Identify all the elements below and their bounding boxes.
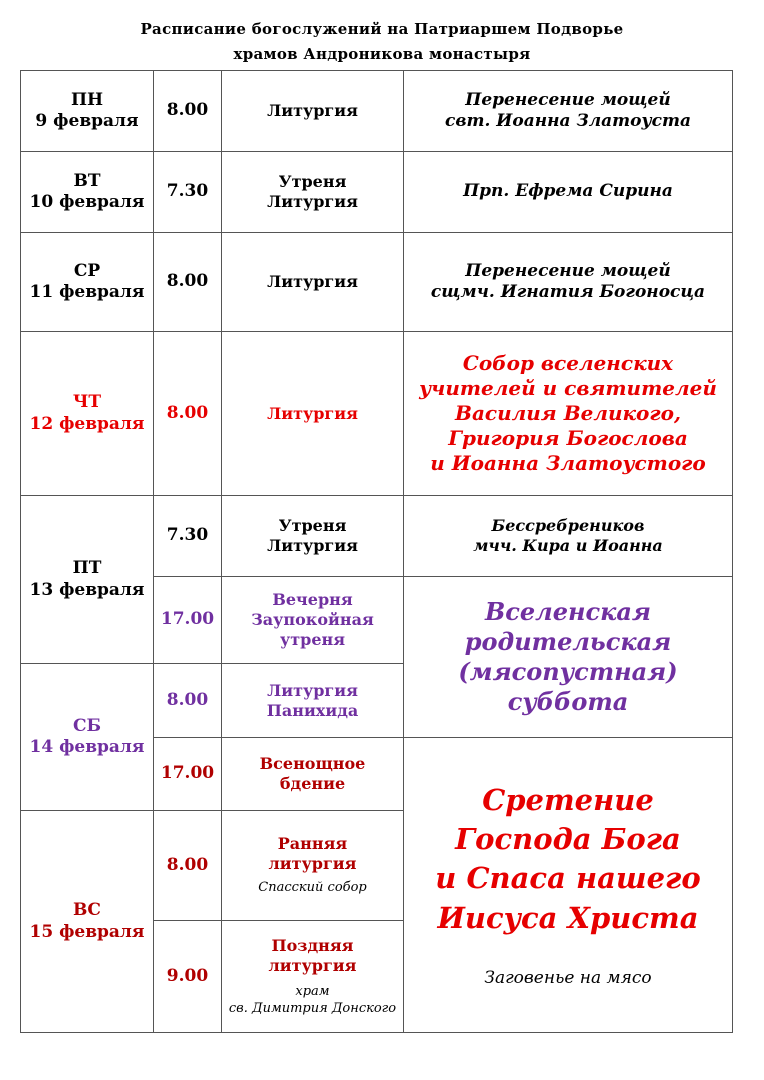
feast-line: суббота [507,687,629,716]
feast-cell [404,577,733,738]
service-cell [222,233,404,332]
feast-cell [404,332,733,496]
feast-line: Вселенская [484,597,651,626]
schedule-table [20,70,733,1033]
weekday: ВТ [73,170,101,191]
table-row [21,71,733,152]
day-cell [21,233,154,332]
service-name: литургия [268,854,357,874]
day-cell [21,152,154,233]
service-cell [222,496,404,577]
feast-cell [404,233,733,332]
service-name: Литургия [267,536,358,555]
feast-line: Перенесение мощей [465,260,671,281]
service-name: Утреня [278,172,347,191]
feast-line: Григория Богослова [448,426,688,450]
location-line: храм [295,984,330,1000]
feast-line: мчч. Кира и Иоанна [473,536,663,555]
feast-line: Прп. Ефрема Сирина [463,181,673,202]
feast-cell [404,496,733,577]
schedule-title-line2: храмов Андроникова монастыря [233,45,531,63]
day-cell [21,71,154,152]
date: 12 февраля [29,413,145,434]
time-cell: 8.00 [154,71,222,152]
service-name: Панихида [266,700,359,720]
feast-line: Василия Великого, [455,401,681,425]
service-cell [222,811,404,921]
time-cell: 7.30 [154,152,222,233]
day-cell [21,496,154,664]
feast-line: родительская [464,627,672,656]
feast-cell [404,738,733,1033]
time-cell: 7.30 [154,496,222,577]
service-cell [222,577,404,664]
date: 15 февраля [29,921,145,942]
feast-line: Перенесение мощей [465,89,671,110]
feast-line: учителей и святителей [419,376,717,400]
feast-line: свт. Иоанна Златоуста [444,111,692,131]
feast-line: сщмч. Игнатия Богоносца [430,282,706,302]
time-cell: 9.00 [154,921,222,1033]
service-location: Спасский собор [258,880,367,896]
service-cell [222,332,404,496]
feast-cell [404,71,733,152]
service-name: Утреня [278,516,347,535]
service-cell [222,152,404,233]
feast-line: Сретение [482,783,654,818]
service-name: Литургия [267,192,358,211]
schedule-title-line1: Расписание богослужений на Патриаршем Подворье [140,20,624,38]
day-cell [21,811,154,1033]
date: 13 февраля [29,579,145,600]
day-cell [21,332,154,496]
time-cell: 8.00 [154,811,222,921]
table-row [21,332,733,496]
service-cell [222,664,404,738]
time-cell: 8.00 [154,332,222,496]
weekday: ПТ [72,558,102,579]
weekday: ВС [73,900,101,921]
service-cell [222,71,404,152]
weekday: ПН [70,89,104,110]
time-cell: 17.00 [154,577,222,664]
feast-title [408,781,728,938]
weekday: СБ [72,715,102,736]
feast-line: (мясопустная) [458,657,678,686]
day-cell [21,664,154,811]
service-name: Литургия [267,403,358,423]
service-name: Литургия [267,101,358,120]
service-name: Поздняя [271,936,354,956]
location-line: св. Димитрия Донского [228,1000,397,1016]
feast-cell [404,152,733,233]
service-name: Всенощное [259,754,366,773]
weekday: СР [73,260,101,281]
date: 14 февраля [29,737,145,757]
table-row [21,152,733,233]
service-name: Вечерня [272,590,353,609]
service-name: литургия [268,956,357,976]
feast-line: Бессребреников [491,516,645,535]
service-name: Заупокойная [251,610,374,629]
date: 9 февраля [35,111,139,131]
service-name: Ранняя [277,834,348,854]
time-cell: 17.00 [154,738,222,811]
time-cell: 8.00 [154,233,222,332]
service-cell [222,921,404,1033]
date: 10 февраля [29,192,145,212]
feast-line: Господа Бога [455,822,681,857]
feast-line: Собор вселенских [462,351,674,375]
service-name: утреня [279,630,346,649]
table-row [21,233,733,332]
service-name: Литургия [267,680,358,700]
weekday: ЧТ [72,392,102,413]
service-cell [222,738,404,811]
service-name: Литургия [267,272,358,291]
feast-line: и Спаса нашего [435,861,701,896]
feast-line: и Иоанна Златоустого [430,451,706,475]
service-name: бдение [279,774,346,793]
service-location [226,984,399,1017]
time-cell: 8.00 [154,664,222,738]
feast-note: Заговенье на мясо [484,967,652,988]
feast-line: Иисуса Христа [437,900,699,935]
table-row [21,496,733,577]
date: 11 февраля [29,282,145,302]
